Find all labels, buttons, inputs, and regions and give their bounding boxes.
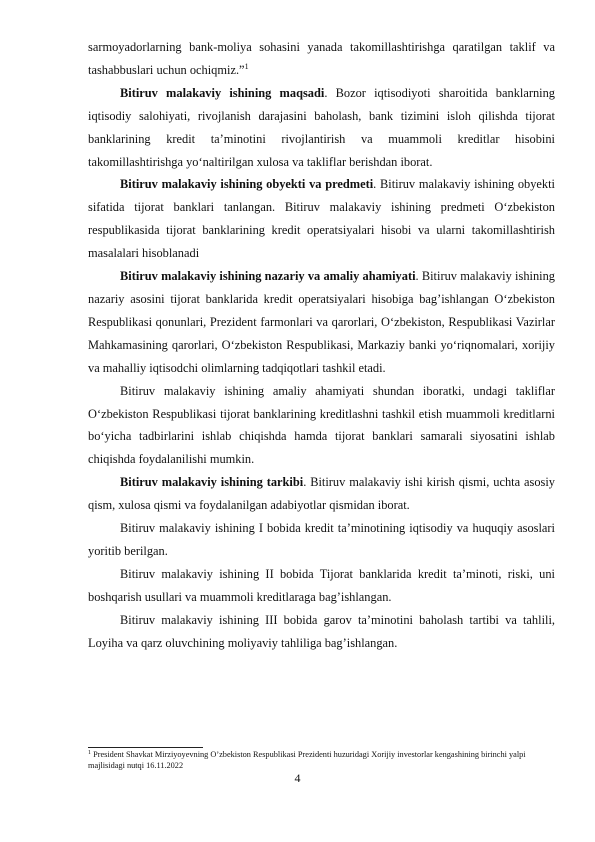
paragraph-significance xyxy=(88,265,555,380)
footnote-text: President Shavkat Mirziyoyevning O’zbekiston Respublikasi Prezidenti huzuridagi Xorijiy investorlar kengashining birinchi yalpi majlisidagi nutqi 16.11.2022 xyxy=(88,750,526,770)
paragraph-text: Bitiruv malakaviy ishining III bobida garov ta’minotini baholash tartibi va tahlili, Loyiha va qarz oluvchining moliyaviy tahliliga bag’ishlangan. xyxy=(88,612,555,650)
page-body xyxy=(88,36,555,654)
paragraph-intro-continuation xyxy=(88,36,555,82)
paragraph-text: . Bitiruv malakaviy ishining obyekti sifatida tijorat banklari tanlangan. Bitiruv malakaviy ishining predmeti O‘zbekiston respublikasida tijorat banklarining kredit operatsiyalari hisobi va ularni takomillashtirish masalalari hisoblanadi xyxy=(88,177,555,261)
paragraph-lead: Bitiruv malakaviy ishining obyekti va predmeti xyxy=(120,177,374,192)
paragraph-text: . Bitiruv malakaviy ishi kirish qismi, uchta asosiy qism, xulosa qismi va foydalanilgan adabiyotlar qismidan iborat. xyxy=(88,475,555,513)
footnote xyxy=(88,750,558,771)
paragraph-chapter-3 xyxy=(88,609,555,655)
footnote-mark: 1 xyxy=(88,750,91,756)
paragraph-text: Bitiruv malakaviy ishining II bobida Tijorat banklarida kredit ta’minoti, riski, uni boshqarish usullari va muammoli kreditlaraga bag’ishlangan. xyxy=(88,566,555,604)
paragraph-lead: Bitiruv malakaviy ishining maqsadi xyxy=(120,85,325,100)
paragraph-chapter-1 xyxy=(88,517,555,563)
paragraph-text: . Bozor iqtisodiyoti sharoitida banklarning iqtisodiy salohiyati, rivojlanish darajasini baholash, bank tizimini isloh qilishda tijorat banklarining kredit ta’minotini rivojlantirish va muammoli kreditlar hisobini takomillashtirishga yo‘naltirilgan xulosa va takliflar berishdan iborat. xyxy=(88,85,555,169)
paragraph-structure xyxy=(88,471,555,517)
paragraph-text: . Bitiruv malakaviy ishining nazariy asosini tijorat banklarida kredit operatsiyalari hisobiga bag’ishlangan O‘zbekiston Respublikasi qonunlari, Prezident farmonlari va qarorlari, O‘zbekiston, Respublikasi Vazirlar Mahkamasining qarorlari, O‘zbekiston Respublikasi, Markaziy banki yo‘riqnomalari, xorijiy va mahalliy iqtisodchi olimlarning tadqiqotlari tashkil etadi. xyxy=(88,269,555,375)
paragraph-lead: Bitiruv malakaviy ishining tarkibi xyxy=(120,475,304,490)
page-number: 4 xyxy=(294,771,301,785)
paragraph-text: Bitiruv malakaviy ishining I bobida kredit ta’minotining iqtisodiy va huquqiy asoslari yoritib berilgan. xyxy=(88,521,555,558)
paragraph-text: Bitiruv malakaviy ishining amaliy ahamiyati shundan iboratki, undagi takliflar O‘zbekiston Respublikasi tijorat banklarining kreditlashni tashkil etish muammoli kreditlarni bo‘yicha tadbirlarini ishlab chiqishda hamda tijorat banklari samarali siyosatini ishlab chiqishda foydalanilishi mumkin. xyxy=(88,383,555,467)
paragraph-object-subject xyxy=(88,173,555,265)
paragraph-aim xyxy=(88,82,555,174)
paragraph-chapter-2 xyxy=(88,563,555,609)
paragraph-lead: Bitiruv malakaviy ishining nazariy va amaliy ahamiyati xyxy=(120,269,416,284)
paragraph-practical-value xyxy=(88,380,555,472)
footnote-separator xyxy=(88,747,203,748)
footnote-ref: 1 xyxy=(244,61,249,71)
paragraph-text: sarmoyadorlarning bank-moliya sohasini yanada takomillashtirishga qaratilgan taklif va tashabbuslari uchun ochiqmiz.” xyxy=(88,40,555,77)
